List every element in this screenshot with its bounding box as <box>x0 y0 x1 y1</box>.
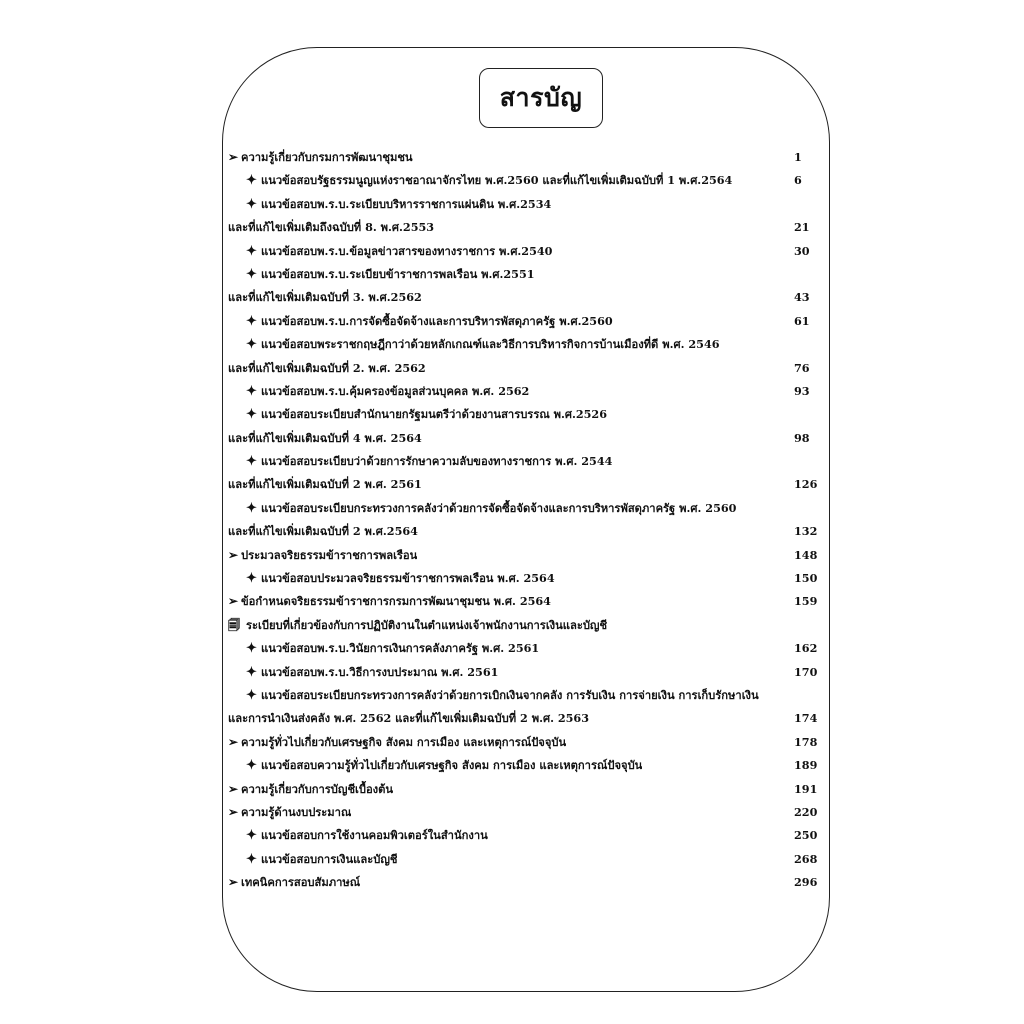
four-point-star-icon: ✦ <box>246 828 257 844</box>
arrowhead-bullet-icon: ➢ <box>228 547 239 562</box>
toc-entry <box>228 473 822 496</box>
toc-entry <box>228 216 822 239</box>
toc-entry-text <box>228 661 498 684</box>
toc-entry <box>228 380 822 403</box>
four-point-star-icon: ✦ <box>246 687 257 703</box>
toc-entry-label: และที่แก้ไขเพิ่มเติมถึงฉบับที่ 8. พ.ศ.2553 <box>228 220 435 235</box>
toc-entry <box>228 310 822 333</box>
toc-entry-label: และที่แก้ไขเพิ่มเติมฉบับที่ 2. พ.ศ. 2562 <box>228 360 426 375</box>
toc-entry-text <box>228 637 539 660</box>
toc-entry-label: ความรู้เกี่ยวกับกรมการพัฒนาชุมชน <box>241 150 413 164</box>
toc-page-number: 189 <box>794 758 818 773</box>
four-point-star-icon: ✦ <box>246 243 257 259</box>
four-point-star-icon: ✦ <box>246 266 257 282</box>
four-point-star-icon: ✦ <box>246 337 257 353</box>
four-point-star-icon: ✦ <box>246 407 257 423</box>
four-point-star-icon: ✦ <box>246 313 257 329</box>
toc-entry <box>228 661 822 684</box>
toc-entry <box>228 544 822 567</box>
toc-entry <box>228 707 822 730</box>
toc-entry-text <box>228 310 613 333</box>
toc-entry-label: แนวข้อสอบรัฐธรรมนูญแห่งราชอาณาจักรไทย พ.ศ.2560 และที่แก้ไขเพิ่มเติมฉบับที่ 1 พ.ศ.2564 <box>261 173 733 188</box>
toc-entry-label: แนวข้อสอบประมวลจริยธรรมข้าราชการพลเรือน พ.ศ. 2564 <box>261 571 555 586</box>
toc-page-number: 170 <box>794 664 818 679</box>
toc-entry-label: แนวข้อสอบระเบียบกระทรวงการคลังว่าด้วยการจัดซื้อจัดจ้างและการบริหารพัสดุภาครัฐ พ.ศ. 2560 <box>261 500 737 515</box>
toc-entry-text <box>228 871 360 894</box>
toc-entry <box>228 357 822 380</box>
toc-entry-label: และการนำเงินส่งคลัง พ.ศ. 2562 และที่แก้ไขเพิ่มเติมฉบับที่ 2 พ.ศ. 2563 <box>228 711 589 726</box>
toc-page-number: 159 <box>794 594 818 609</box>
toc-entry <box>228 169 822 192</box>
toc-page-number: 178 <box>794 734 818 749</box>
toc-page-number: 76 <box>794 360 810 375</box>
toc-entry-label: และที่แก้ไขเพิ่มเติมฉบับที่ 2 พ.ศ.2564 <box>228 524 418 539</box>
toc-title: สารบัญ <box>499 83 583 112</box>
toc-entry-text <box>228 801 351 824</box>
toc-entry-label: ความรู้ด้านงบประมาณ <box>241 804 352 819</box>
toc-entry-label: แนวข้อสอบการเงินและบัญชี <box>261 851 398 866</box>
toc-page-number: 250 <box>794 828 818 843</box>
toc-entry-label: ข้อกำหนดจริยธรรมข้าราชการกรมการพัฒนาชุมชน พ.ศ. 2564 <box>241 594 551 609</box>
toc-entry-text <box>228 590 551 613</box>
toc-page-number: 132 <box>794 524 818 539</box>
four-point-star-icon: ✦ <box>246 758 257 774</box>
toc-entry <box>228 731 822 754</box>
toc-entry-label: แนวข้อสอบพ.ร.บ.ระเบียบบริหารราชการแผ่นดิน พ.ศ.2534 <box>261 196 552 211</box>
toc-entry <box>228 193 822 216</box>
toc-page-number: 162 <box>794 641 818 656</box>
toc-entry <box>228 801 822 824</box>
toc-entry-text <box>228 778 393 801</box>
four-point-star-icon: ✦ <box>246 664 257 680</box>
toc-page-number: 191 <box>794 781 818 796</box>
toc-entry-text <box>228 286 422 309</box>
toc-entry-label: ความรู้ทั่วไปเกี่ยวกับเศรษฐกิจ สังคม การเมือง และเหตุการณ์ปัจจุบัน <box>241 734 567 749</box>
toc-entry-label: แนวข้อสอบพ.ร.บ.ระเบียบข้าราชการพลเรือน พ.ศ.2551 <box>261 266 535 281</box>
toc-page-number: 126 <box>794 477 818 492</box>
toc-entry-label: แนวข้อสอบพ.ร.บ.ข้อมูลข่าวสารของทางราชการ พ.ศ.2540 <box>261 243 553 258</box>
toc-entry-text <box>228 427 422 450</box>
arrowhead-bullet-icon: ➢ <box>228 804 239 819</box>
toc-page-number: 268 <box>794 851 818 866</box>
toc-entry-label: และที่แก้ไขเพิ่มเติมฉบับที่ 2 พ.ศ. 2561 <box>228 477 422 492</box>
toc-entry-text <box>228 567 555 590</box>
toc-entry-label: แนวข้อสอบระเบียบสำนักนายกรัฐมนตรีว่าด้วยงานสารบรรณ พ.ศ.2526 <box>261 407 607 422</box>
toc-entry <box>228 146 822 169</box>
toc-entry-text <box>228 520 418 543</box>
toc-entry-label: เทคนิคการสอบสัมภาษณ์ <box>241 875 361 890</box>
toc-page-number: 93 <box>794 383 810 398</box>
toc-entry <box>228 824 822 847</box>
toc-entry-text <box>228 614 607 637</box>
toc-title-box <box>479 68 603 128</box>
toc-entry-label: และที่แก้ไขเพิ่มเติมฉบับที่ 4 พ.ศ. 2564 <box>228 430 422 445</box>
toc-entry-text <box>228 497 736 520</box>
toc-entry-text <box>228 357 426 380</box>
toc-entry <box>228 497 822 520</box>
toc-entry <box>228 240 822 263</box>
toc-entry-text <box>228 403 607 426</box>
toc-entry-label: แนวข้อสอบระเบียบกระทรวงการคลังว่าด้วยการเบิกเงินจากคลัง การรับเงิน การจ่ายเงิน การเก็บรักษาเงิน <box>261 687 759 702</box>
arrowhead-bullet-icon: ➢ <box>228 734 239 749</box>
arrowhead-bullet-icon: ➢ <box>228 875 239 890</box>
toc-entry <box>228 333 822 356</box>
toc-entry <box>228 263 822 286</box>
toc-entry-label: แนวข้อสอบพ.ร.บ.วิธีการงบประมาณ พ.ศ. 2561 <box>261 664 499 679</box>
toc-page-number: 150 <box>794 571 818 586</box>
toc-entry <box>228 637 822 660</box>
toc-entry-label: แนวข้อสอบพ.ร.บ.วินัยการเงินการคลังภาครัฐ พ.ศ. 2561 <box>261 641 540 656</box>
toc-entry-text <box>228 240 552 263</box>
toc-page-number: 6 <box>794 173 802 188</box>
toc-page-number: 43 <box>794 290 810 305</box>
toc-page-number: 21 <box>794 220 810 235</box>
toc-entry-label: และที่แก้ไขเพิ่มเติมฉบับที่ 3. พ.ศ.2562 <box>228 290 422 305</box>
toc-entry <box>228 567 822 590</box>
toc-entry-label: แนวข้อสอบระเบียบว่าด้วยการรักษาความลับของทางราชการ พ.ศ. 2544 <box>261 454 613 469</box>
toc-entry <box>228 403 822 426</box>
four-point-star-icon: ✦ <box>246 454 257 470</box>
toc-page-number: 148 <box>794 547 818 562</box>
toc-entry-text <box>228 263 535 286</box>
toc-entry <box>228 520 822 543</box>
toc-entry-label: ประมวลจริยธรรมข้าราชการพลเรือน <box>241 547 418 562</box>
toc-page-number: 1 <box>794 150 802 164</box>
toc-entry-text <box>228 707 589 730</box>
toc-entry-label: ระเบียบที่เกี่ยวข้องกับการปฏิบัติงานในตำแหน่งเจ้าพนักงานการเงินและบัญชี <box>246 617 608 632</box>
toc-entry-text <box>228 544 417 567</box>
toc-entry <box>228 286 822 309</box>
toc-entry <box>228 684 822 707</box>
four-point-star-icon: ✦ <box>246 641 257 657</box>
four-point-star-icon: ✦ <box>246 571 257 587</box>
toc-entry-text <box>228 193 551 216</box>
toc-entry-text <box>228 824 488 847</box>
toc-page-number: 61 <box>794 313 810 328</box>
toc-entry-label: แนวข้อสอบพ.ร.บ.การจัดซื้อจัดจ้างและการบริหารพัสดุภาครัฐ พ.ศ.2560 <box>261 313 613 328</box>
toc-page-number: 220 <box>794 804 818 819</box>
toc-entry <box>228 614 822 637</box>
four-point-star-icon: ✦ <box>246 196 257 212</box>
table-of-contents <box>228 146 822 895</box>
document-icon: 🗐 <box>228 617 240 632</box>
toc-entry-text <box>228 216 434 239</box>
toc-entry-label: แนวข้อสอบพ.ร.บ.คุ้มครองข้อมูลส่วนบุคคล พ.ศ. 2562 <box>261 383 530 398</box>
four-point-star-icon: ✦ <box>246 500 257 516</box>
toc-entry <box>228 450 822 473</box>
toc-entry-text <box>228 333 720 356</box>
toc-entry-text <box>228 473 422 496</box>
toc-entry <box>228 778 822 801</box>
toc-entry-label: แนวข้อสอบความรู้ทั่วไปเกี่ยวกับเศรษฐกิจ สังคม การเมือง และเหตุการณ์ปัจจุบัน <box>261 758 643 773</box>
four-point-star-icon: ✦ <box>246 173 257 189</box>
toc-entry-text <box>228 450 612 473</box>
toc-page-number: 30 <box>794 243 810 258</box>
toc-entry-text <box>228 731 566 754</box>
toc-entry-text <box>228 754 642 777</box>
toc-entry-text <box>228 848 397 871</box>
toc-entry-label: แนวข้อสอบการใช้งานคอมพิวเตอร์ในสำนักงาน <box>261 828 488 843</box>
toc-entry <box>228 871 822 894</box>
arrowhead-bullet-icon: ➢ <box>228 150 239 164</box>
toc-entry-text <box>228 169 732 192</box>
toc-entry-label: ความรู้เกี่ยวกับการบัญชีเบื้องต้น <box>241 781 394 796</box>
toc-entry-text <box>228 146 413 169</box>
arrowhead-bullet-icon: ➢ <box>228 594 239 609</box>
toc-entry <box>228 754 822 777</box>
arrowhead-bullet-icon: ➢ <box>228 781 239 796</box>
four-point-star-icon: ✦ <box>246 383 257 399</box>
toc-entry-label: แนวข้อสอบพระราชกฤษฎีกาว่าด้วยหลักเกณฑ์และวิธีการบริหารกิจการบ้านเมืองที่ดี พ.ศ. 2546 <box>261 337 720 352</box>
toc-entry-text <box>228 380 529 403</box>
toc-entry <box>228 427 822 450</box>
toc-page-number: 98 <box>794 430 810 445</box>
toc-page-number: 174 <box>794 711 818 726</box>
toc-page-number: 296 <box>794 875 818 890</box>
toc-entry-text <box>228 684 759 707</box>
toc-entry <box>228 590 822 613</box>
four-point-star-icon: ✦ <box>246 851 257 867</box>
toc-entry <box>228 848 822 871</box>
